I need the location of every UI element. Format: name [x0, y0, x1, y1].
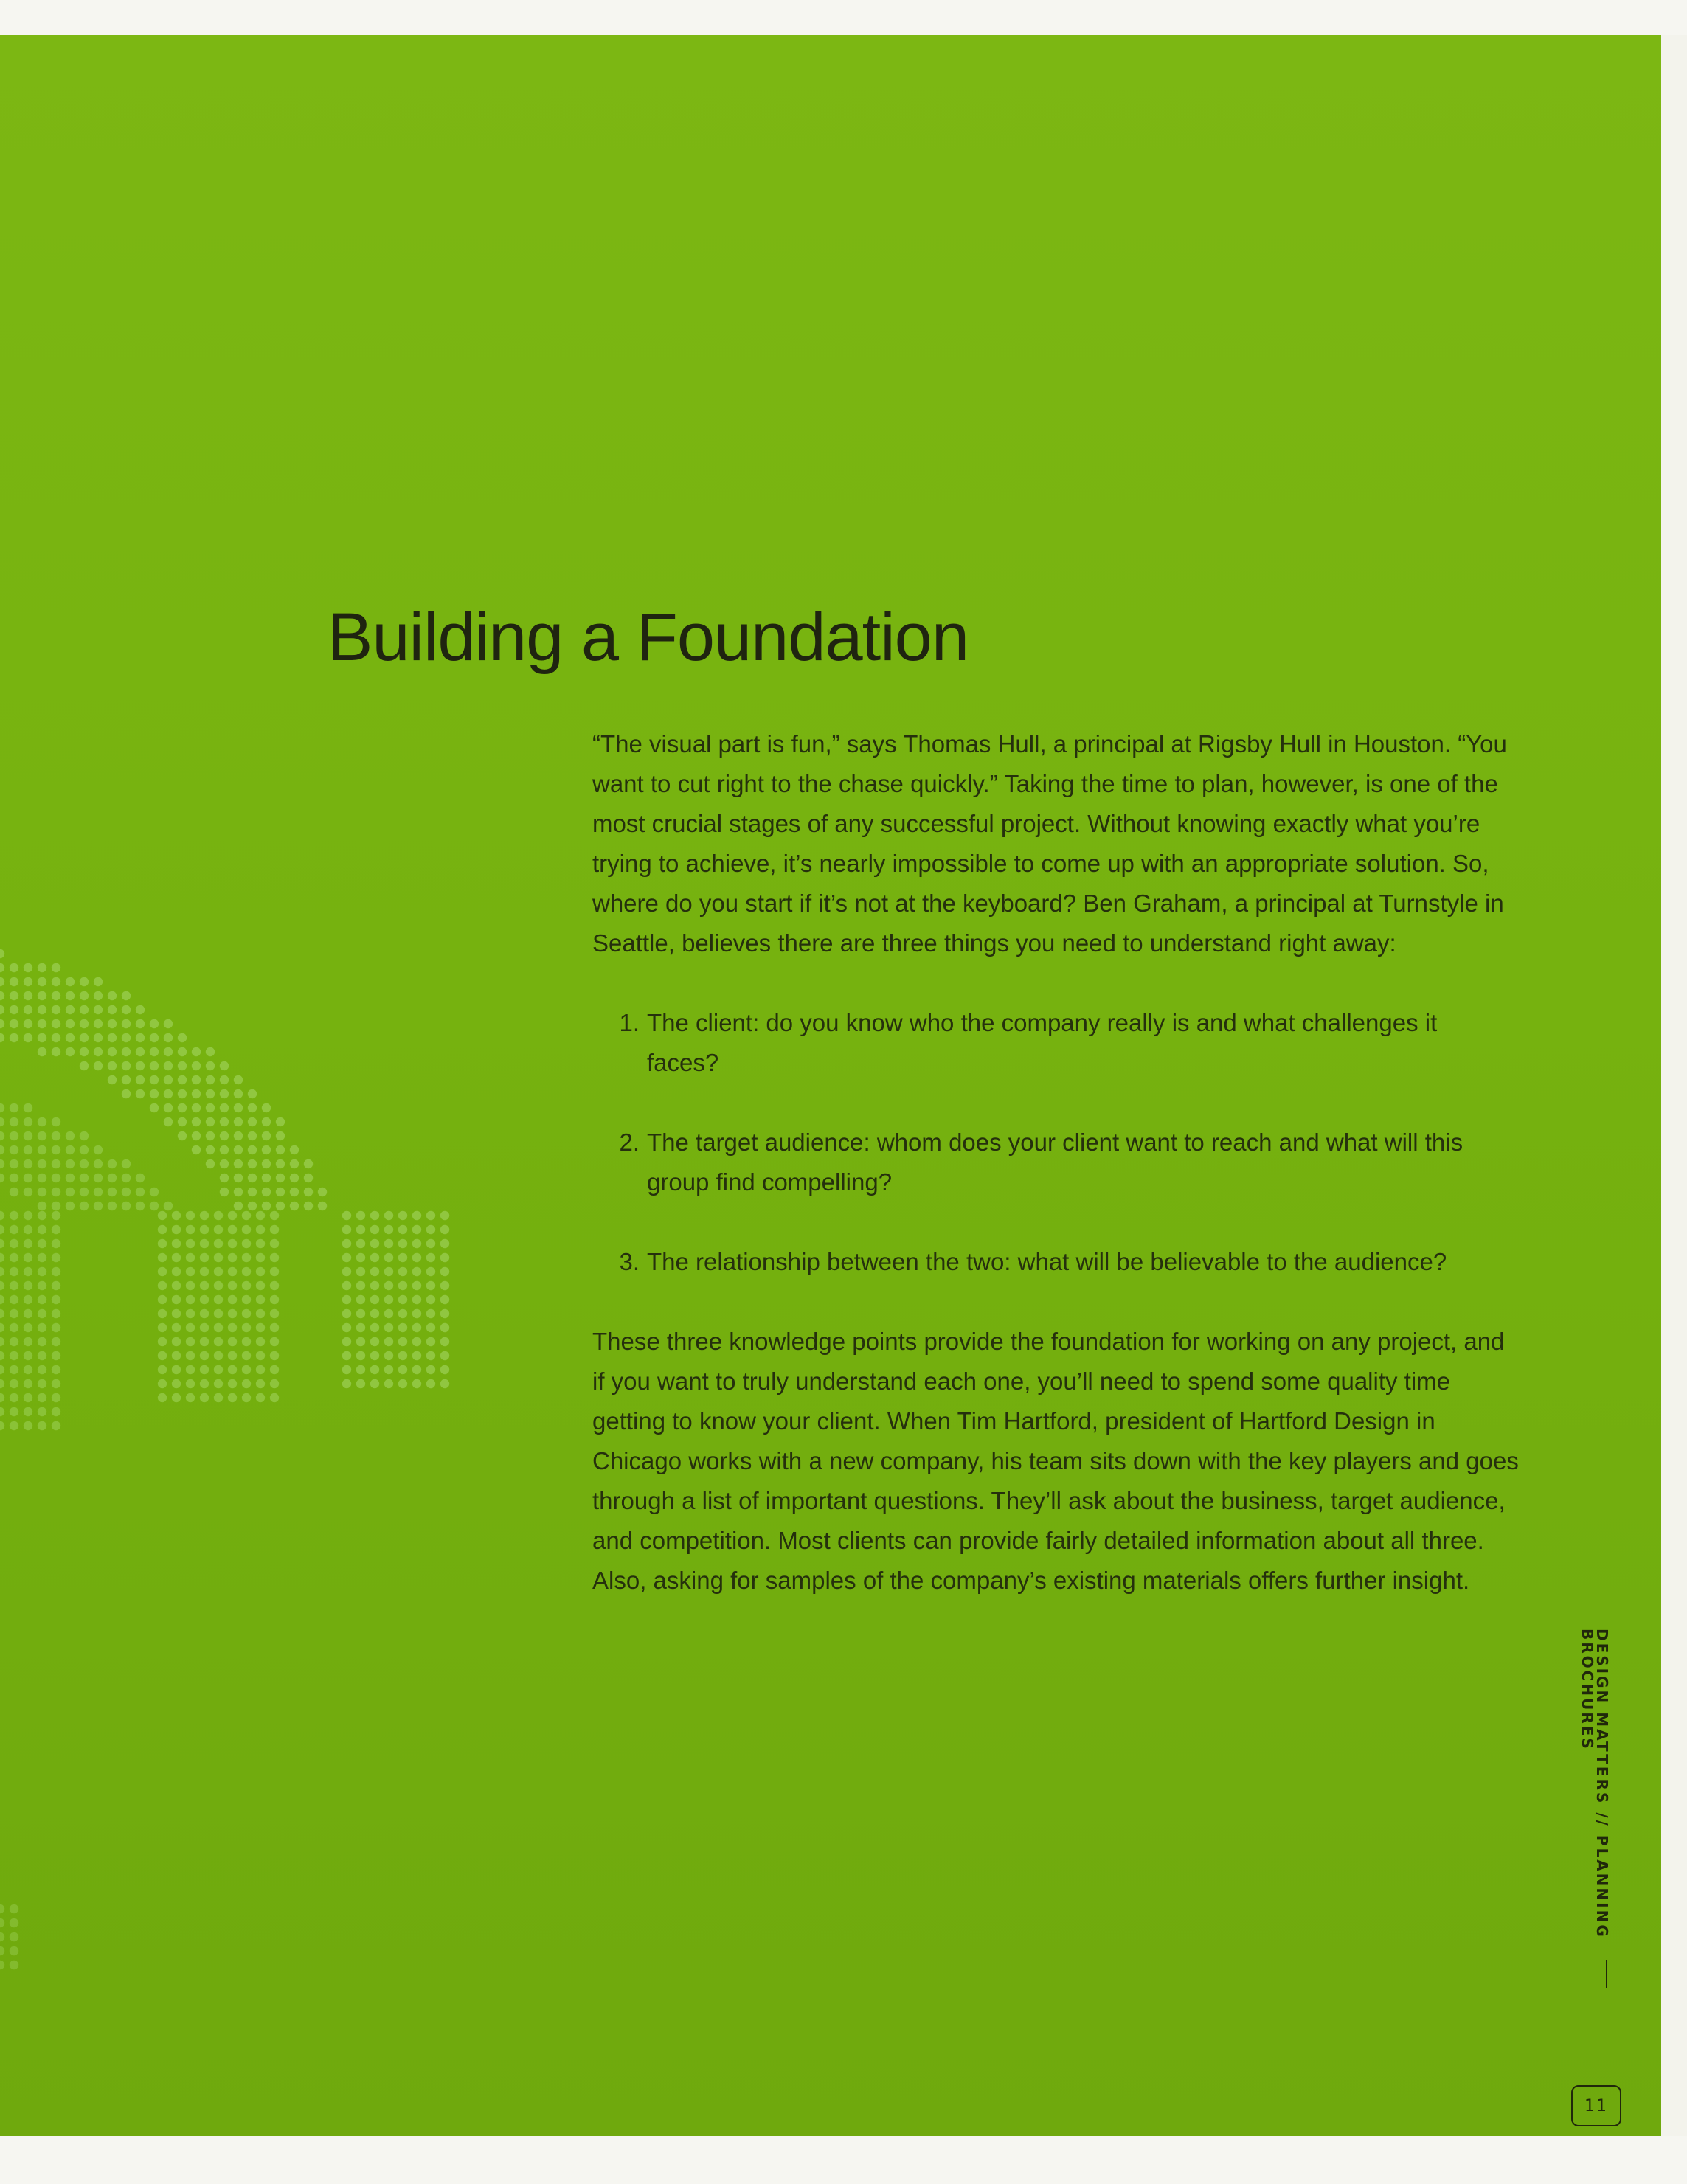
page-edge	[1661, 35, 1687, 2136]
list-number: 1.	[619, 1009, 640, 1036]
list-text: The target audience: whom does your client want to reach and what will this group find compelling?	[647, 1129, 1463, 1196]
page-number: 11	[1584, 2096, 1608, 2115]
article-body	[592, 724, 1522, 1601]
key-points-list	[592, 1003, 1522, 1282]
list-item	[619, 1003, 1522, 1083]
section-label: DESIGN MATTERS // PLANNING	[1593, 1629, 1611, 1939]
list-number: 3.	[619, 1248, 640, 1275]
divider-line	[1606, 1960, 1607, 1988]
list-text: The client: do you know who the company really is and what challenges it faces?	[647, 1009, 1438, 1076]
list-number: 2.	[619, 1129, 640, 1156]
page-title: Building a Foundation	[328, 600, 969, 675]
intro-paragraph: “The visual part is fun,” says Thomas Hull, a principal at Rigsby Hull in Houston. “You want to cut right to the chase quickly.” Taking the time to plan, however, is one of the most crucial stages of any successful project. Without knowing exactly what you’re trying to achieve, it’s nearly impossible to come up with an appropriate solution. So, where do you start if it’s not at the keyboard? Ben Graham, a principal at Turnstyle in Seattle, believes there are three things you need to understand right away:	[592, 730, 1507, 957]
dot-pattern-graphic	[0, 35, 516, 2136]
running-header-vertical	[1580, 1629, 1610, 2071]
list-item	[619, 1242, 1522, 1282]
closing-paragraph: These three knowledge points provide the foundation for working on any project, and if you want to truly understand each one, you’ll need to spend some quality time getting to know your client. When Tim Hartford, president of Hartford Design in Chicago works with a new company, his team sits down with the key players and goes through a list of important questions. They’ll ask about the business, target audience, and competition. Most clients can provide fairly detailed information about all three. Also, asking for samples of the company’s existing materials offers further insight.	[592, 1328, 1519, 1594]
category-label: BROCHURES	[1579, 1629, 1596, 1751]
list-item	[619, 1123, 1522, 1202]
page-number-badge	[1571, 2085, 1621, 2126]
list-text: The relationship between the two: what will be believable to the audience?	[647, 1248, 1447, 1275]
page-background	[0, 35, 1661, 2136]
